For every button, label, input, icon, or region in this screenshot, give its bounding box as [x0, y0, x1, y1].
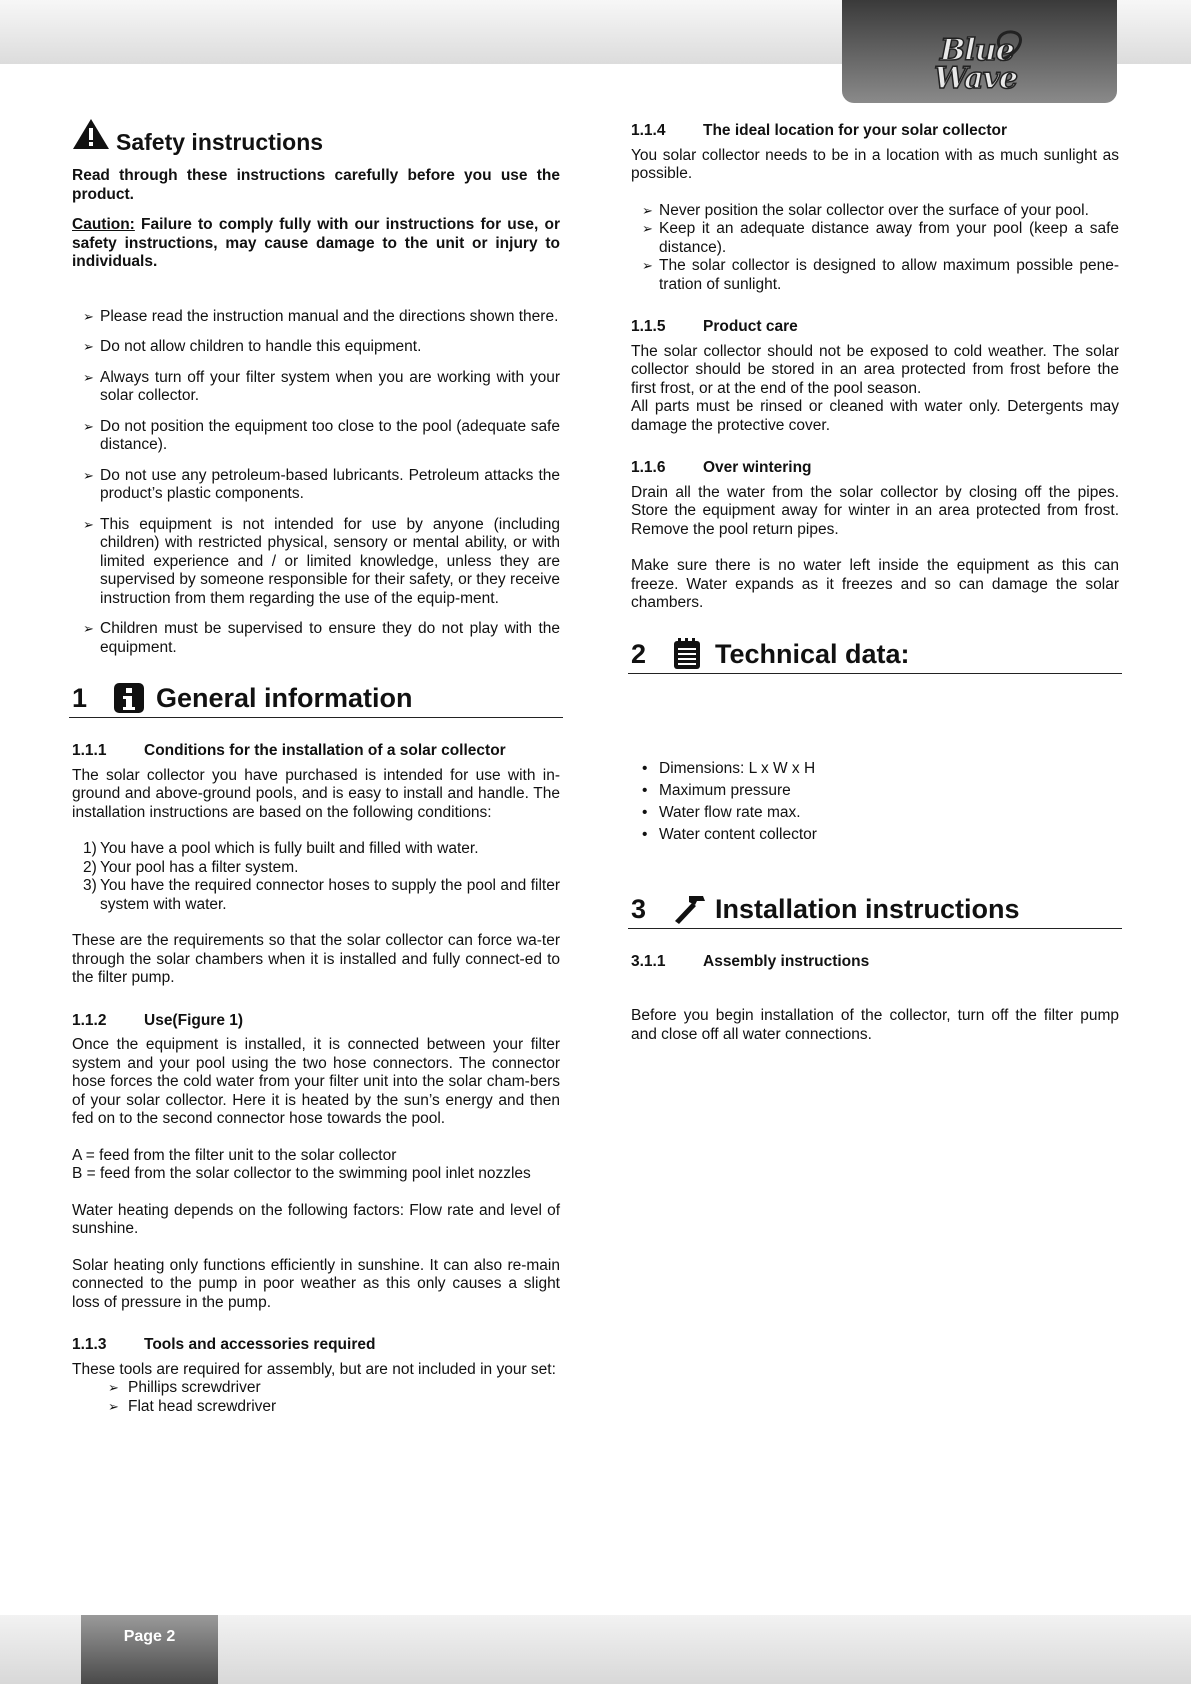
section-title: Installation instructions: [715, 893, 1020, 924]
page-number-box: [81, 1615, 218, 1684]
location-list: [631, 202, 1119, 295]
paragraph: These tools are required for assembly, but are not included in your set:: [72, 1360, 556, 1378]
list-item: ➢ Never position the solar collector over the surface of your pool.: [631, 202, 1119, 221]
paragraph: Before you begin installation of the collector, turn off the filter pump and close off all water connections.: [631, 1007, 1119, 1043]
subsection-number: 1.1.3: [72, 1336, 107, 1353]
paragraph: Water heating depends on the following factors: Flow rate and level of sunshine.: [72, 1201, 560, 1237]
subsection-title: Use(Figure 1): [144, 1011, 244, 1029]
blue-wave-logo: [920, 24, 1040, 96]
safety-title: Safety instructions: [116, 129, 324, 155]
info-icon: [114, 681, 150, 715]
list-item: ➢ Please read the instruction manual and the directions shown there.: [72, 308, 560, 327]
subsection-number: 1.1.5: [631, 318, 666, 335]
list-item: ➢ Flat head screwdriver: [72, 1398, 560, 1417]
section-title: General information: [156, 683, 413, 713]
subsection-title: Over wintering: [703, 459, 812, 476]
section-title: Technical data:: [715, 638, 910, 669]
caution-label: Caution:: [72, 216, 135, 233]
list-item: • Maximum pressure: [631, 780, 1119, 802]
subsection-1-1-1-heading: [72, 742, 560, 761]
section-number: 3: [631, 893, 647, 924]
list-item: ➢ Do not use any petroleum-based lubricants. Petroleum attacks the product’s plastic components.: [72, 467, 560, 504]
subsection-1-1-6-heading: [631, 459, 1119, 478]
list-marker: 3): [83, 877, 97, 894]
subsection-title: The ideal location for your solar collector: [703, 122, 1008, 139]
conditions-list: [72, 840, 560, 914]
list-item: ➢ Always turn off your filter system when you are working with your solar collector.: [72, 369, 560, 406]
subsection-title: Assembly instructions: [703, 952, 870, 970]
notepad-icon: [673, 637, 709, 671]
subsection-title: Product care: [703, 318, 798, 335]
section-number: 1: [72, 683, 88, 713]
section-general-heading: [69, 681, 563, 718]
technical-list: [631, 758, 1119, 846]
list-item: • Dimensions: L x W x H: [631, 758, 1119, 780]
paragraph: Once the equipment is installed, it is connected between your filter system and your pool using the two hose connectors. The connector hose forces the cold water from your filter unit into the solar cham-bers of your solar collector. Here it is heated by the sun’s energy and then fed on to the second connector hose towards the pool.: [72, 1036, 560, 1127]
paragraph: Make sure there is no water left inside the equipment as this can freeze. Water expands as it freezes and so can damage the solar chambers.: [631, 557, 1119, 611]
subsection-number: 1.1.2: [72, 1011, 107, 1029]
subsection-number: 3.1.1: [631, 952, 666, 970]
paragraph: Solar heating only functions efficiently in sunshine. It can also re-main connected to the pump in poor weather as this only causes a slight loss of pressure in the pump.: [72, 1256, 560, 1311]
paragraph: Drain all the water from the solar collector by closing off the pipes. Store the equipment away for winter in an area protected from frost. Remove the pool return pipes.: [631, 483, 1119, 538]
list-item: ➢ Phillips screwdriver: [72, 1379, 560, 1398]
safety-intro: Read through these instructions carefully before you use the product.: [72, 167, 560, 203]
safety-list: [72, 308, 560, 658]
paragraph: The solar collector you have purchased is intended for use with in-ground and above-ground pools, and is easy to install and handle. The installation instructions are based on the following conditions:: [72, 766, 560, 821]
paragraph: You solar collector needs to be in a location with as much sunlight as possible.: [631, 146, 1119, 182]
subsection-number: 1.1.1: [72, 742, 107, 759]
subsection-title: Conditions for the installation of a solar collector: [144, 742, 506, 759]
safety-heading: [72, 118, 560, 157]
list-item: ➢ Do not allow children to handle this equipment.: [72, 338, 560, 357]
left-column: [72, 118, 560, 1416]
section-technical-heading: [628, 637, 1122, 674]
list-item: ➢ This equipment is not intended for use by anyone (including children) with restricted physical, sensory or mental ability, or with limited experience and / or limited knowledge, unless they are supervised by someone responsible for their safety, or they receive instruction from them regarding the use of the equip-ment.: [72, 516, 560, 609]
list-item: ➢ Children must be supervised to ensure they do not play with the equipment.: [72, 620, 560, 657]
subsection-1-1-2-heading: [72, 1012, 560, 1031]
list-item: ➢ Keep it an adequate distance away from your pool (keep a safe distance).: [631, 220, 1119, 257]
paragraph: All parts must be rinsed or cleaned with water only. Detergents may damage the protective cover.: [631, 398, 1119, 434]
list-item: [72, 840, 560, 859]
logo-line1: Blue: [940, 33, 1014, 68]
caution-text: Failure to comply fully with our instructions for use, or safety instructions, may cause damage to the unit or injury to individuals.: [72, 216, 560, 270]
hammer-icon: [673, 892, 709, 926]
section-number: 2: [631, 638, 647, 669]
list-item: ➢ The solar collector is designed to allow maximum possible pene-tration of sunlight.: [631, 257, 1119, 294]
section-installation-heading: [628, 892, 1122, 929]
subsection-number: 1.1.6: [631, 459, 666, 476]
page-number: Page 2: [123, 1628, 176, 1645]
list-text: Your pool has a filter system.: [100, 858, 299, 876]
tools-list: [72, 1379, 560, 1416]
paragraph: These are the requirements so that the solar collector can force wa-ter through the solar chambers when it is installed and fully connect-ed to the filter pump.: [72, 932, 560, 986]
subsection-title: Tools and accessories required: [144, 1336, 376, 1353]
paragraph: The solar collector should not be exposed to cold weather. The solar collector should be stored in an area protected from frost before the first frost, or at the end of the pool season.: [631, 342, 1119, 397]
list-item: [72, 877, 560, 914]
right-column: [631, 118, 1119, 1044]
list-text: You have the required connector hoses to supply the pool and filter system with water.: [100, 877, 560, 913]
paragraph: A = feed from the filter unit to the solar collector: [72, 1146, 397, 1164]
caution-paragraph: [72, 216, 560, 272]
paragraph: B = feed from the solar collector to the swimming pool inlet nozzles: [72, 1165, 531, 1182]
list-item: [72, 859, 560, 878]
list-item: • Water content collector: [631, 824, 1119, 846]
subsection-1-1-5-heading: [631, 318, 1119, 337]
logo-line2: Wave: [934, 61, 1018, 96]
subsection-number: 1.1.4: [631, 122, 666, 139]
subsection-1-1-4-heading: [631, 122, 1119, 141]
warning-icon: [72, 118, 110, 157]
list-marker: 1): [83, 840, 97, 857]
subsection-3-1-1-heading: [631, 953, 1119, 972]
list-item: • Water flow rate max.: [631, 802, 1119, 824]
list-item: ➢ Do not position the equipment too close to the pool (adequate safe distance).: [72, 418, 560, 455]
list-text: You have a pool which is fully built and filled with water.: [100, 840, 479, 857]
subsection-1-1-3-heading: [72, 1336, 560, 1355]
list-marker: 2): [83, 858, 97, 876]
